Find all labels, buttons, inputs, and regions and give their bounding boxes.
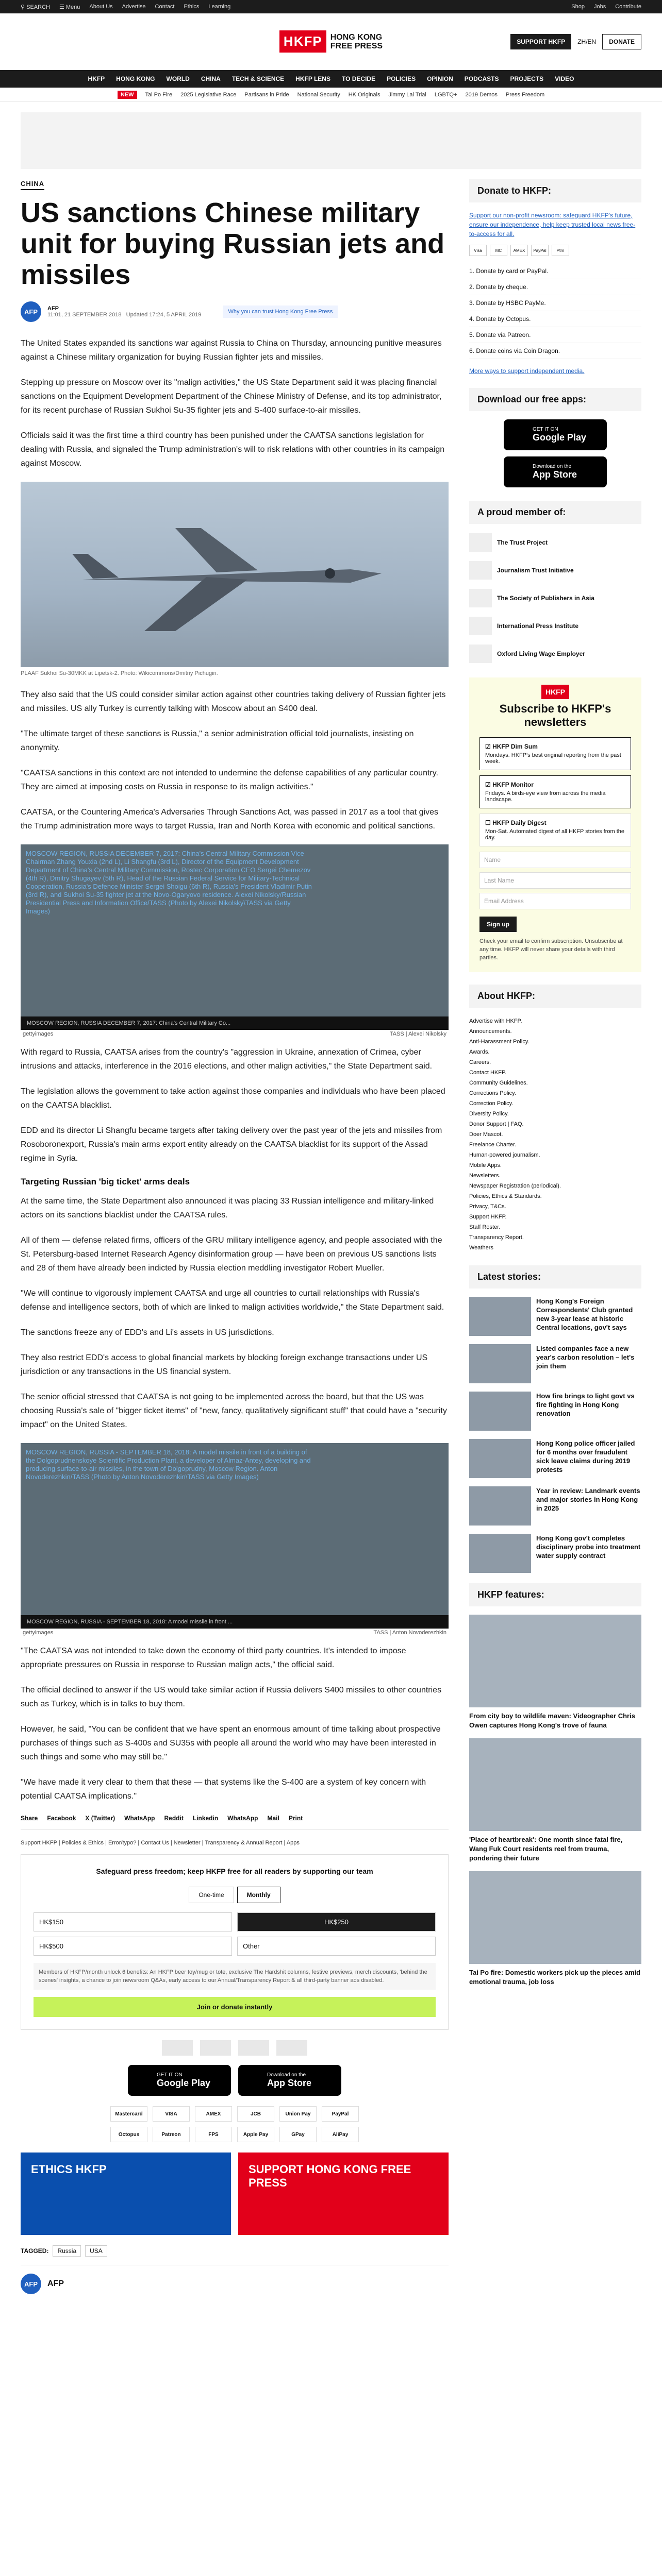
top-link-contribute[interactable]: Contribute: [615, 4, 641, 10]
one-time-tab[interactable]: One-time: [189, 1887, 234, 1903]
feature-image: [469, 1871, 641, 1964]
newsletter-note: Check your email to confirm subscription. Unsubscribe at any time. HKFP will never share your details with third parties.: [479, 938, 623, 961]
paragraph: With regard to Russia, CAATSA arises from the country's "aggression in Ukraine, annexation of Crimea, cyber intrusions and attacks, interference in the 2016 elections, and other malign activities," the State Department said.: [21, 1048, 433, 1071]
trend-link[interactable]: National Security: [297, 91, 340, 98]
author-avatar[interactable]: AFP: [21, 2274, 41, 2294]
ad-banner: [21, 112, 641, 169]
feature-story[interactable]: Tai Po fire: Domestic workers pick up the pieces amid emotional trauma, job loss: [469, 1871, 641, 1987]
trust-link[interactable]: Why you can trust Hong Kong Free Press: [223, 306, 338, 318]
getty-caption: MOSCOW REGION, RUSSIA DECEMBER 7, 2017: China's Central Military Commission Vice Chairman Zhang Youxia (2nd L), Li Shangfu (3rd L), Director of the Equipment Development Department of China's Central Military Commission, Rostec Corporation CEO Sergei Chemezov (4th R), Dmitry Shugayev (5th R), Head of the Russian Federal Service for Military-Technical Cooperation, Russia's Defence Minister Sergei Shoigu (6th R), Russia's President Vladimir Putin (3rd R), and Sukhoi Su-35 fighter jet at the Novo-Ogaryovo residence. Alexei Nikolsky/Russian Presidential Press and Information Office/TASS (Photo by Alexei Nikolsky\TASS via Getty Images): [26, 850, 312, 915]
about-link[interactable]: Awards.: [469, 1049, 490, 1055]
share-x[interactable]: X (Twitter): [85, 1815, 115, 1822]
last-name-field[interactable]: Last Name: [479, 872, 631, 889]
donate-widget: [21, 1854, 449, 2030]
feature-story[interactable]: From city boy to wildlife maven: Videographer Chris Owen captures Hong Kong's trove of fauna: [469, 1615, 641, 1730]
trust-badges: [21, 2040, 449, 2056]
new-badge: NEW: [118, 91, 137, 99]
member-logo[interactable]: Journalism Trust Initiative: [469, 560, 641, 581]
payment-icon[interactable]: AMEX: [195, 2106, 232, 2122]
trending-bar: [0, 88, 662, 102]
about-link[interactable]: Careers.: [469, 1059, 491, 1065]
member-heading: A proud member of:: [469, 501, 641, 524]
join-donate-button[interactable]: Join or donate instantly: [34, 1997, 436, 2017]
latest-story[interactable]: How fire brings to light govt vs fire fighting in Hong Kong renovation: [469, 1392, 641, 1431]
amount-option-selected[interactable]: HK$250: [237, 1912, 436, 1931]
getty-credit: TASS | Alexei Nikolsky: [389, 1031, 446, 1037]
about-link[interactable]: Weathers: [469, 1245, 493, 1251]
share-whatsapp[interactable]: WhatsApp: [124, 1815, 155, 1822]
about-link[interactable]: Anti-Harassment Policy.: [469, 1039, 529, 1045]
donate-option[interactable]: 4. Donate by Octopus.: [469, 311, 641, 327]
payment-icon[interactable]: GPay: [279, 2127, 317, 2142]
about-link[interactable]: Mobile Apps.: [469, 1162, 502, 1168]
nav-item[interactable]: HKFP: [88, 75, 105, 82]
article-title: US sanctions Chinese military unit for buying Russian jets and missiles: [21, 197, 445, 290]
more-ways-link[interactable]: More ways to support independent media.: [469, 367, 585, 375]
share-label: Share: [21, 1815, 38, 1822]
article-category[interactable]: CHINA: [21, 180, 44, 190]
payment-icon[interactable]: Mastercard: [110, 2106, 147, 2122]
app-store-button[interactable]: Download on the App Store: [504, 456, 607, 487]
about-list: [469, 1016, 641, 1253]
main-navigation: [0, 70, 662, 88]
trend-link[interactable]: 2019 Demos: [465, 91, 498, 98]
newsletter-logo: HKFP: [541, 685, 569, 699]
about-link[interactable]: Corrections Policy.: [469, 1090, 516, 1096]
tags: TAGGED: Russia USA: [21, 2245, 449, 2257]
sidebar: [469, 179, 641, 2302]
newsletter-option[interactable]: ☐ HKFP Daily Digest Mon-Sat. Automated digest of all HKFP stories from the day.: [479, 814, 631, 846]
nav-item[interactable]: WORLD: [166, 75, 190, 82]
paragraph: Officials said it was the first time a third country has been punished under the CAATSA sanctions legislation for dealing with Russia, and signaled the Trump administration's will to risk relations with other countries in its campaign against Moscow.: [21, 431, 445, 468]
about-link[interactable]: Contact HKFP.: [469, 1070, 506, 1076]
latest-story[interactable]: Hong Kong's Foreign Correspondents' Club granted new 3-year lease at historic Central locations, gov't says: [469, 1297, 641, 1336]
getty-credit: TASS | Anton Novoderezhkin: [373, 1630, 446, 1636]
about-link[interactable]: Privacy, T&Cs.: [469, 1204, 506, 1210]
paragraph: "We have made it very clear to them that these — that systems like the S-400 are a system of key concern with potential CAATSA implications.": [21, 1778, 426, 1801]
payment-icon[interactable]: FPS: [195, 2127, 232, 2142]
donate-intro-link[interactable]: Support our non-profit newsroom: safeguard HKFP's future, ensure our independence, help keep trusted local news free-to-access for all.: [469, 212, 636, 238]
ethics-promo[interactable]: ETHICS HKFP: [21, 2153, 231, 2235]
getty-caption-bar: MOSCOW REGION, RUSSIA - SEPTEMBER 18, 2018: A model missile in front ...: [21, 1615, 449, 1629]
support-promo[interactable]: SUPPORT HONG KONG FREE PRESS: [238, 2153, 449, 2235]
share-bar: [21, 1815, 449, 1829]
paragraph: "The ultimate target of these sanctions is Russia," a senior administration official told journalists, insisting on anonymity.: [21, 730, 414, 752]
latest-heading: Latest stories:: [469, 1265, 641, 1289]
paragraph: Stepping up pressure on Moscow over its "malign activities," the US State Department said it was placing financial sanctions on the Equipment Development Department of the Chinese Ministry of Defense, and its top administrator, for its recent purchase of Russian Sukhoi Su-35 fighter jets and S-400 surface-to-air missiles.: [21, 378, 442, 415]
trend-link[interactable]: Press Freedom: [505, 91, 545, 98]
member-logo[interactable]: The Trust Project: [469, 532, 641, 553]
payment-methods: [21, 2106, 449, 2142]
nav-item[interactable]: TO DECIDE: [341, 75, 376, 82]
google-play-button[interactable]: GET IT ON Google Play: [128, 2065, 231, 2096]
paragraph: They also restrict EDD's access to global financial markets by blocking foreign exchange transactions under US jurisdiction or any transactions in the US financial system.: [21, 1353, 428, 1376]
top-link-about[interactable]: About Us: [89, 4, 113, 10]
about-link[interactable]: Correction Policy.: [469, 1100, 514, 1107]
paragraph: All of them — defense related firms, officers of the GRU military intelligence agency, and people associated with the St. Petersburg-based Internet Research Agency disinformation group — have been on previous US sanctions lists and 28 of them have already been indicted by Russia election meddling investigator Robert Mueller.: [21, 1236, 442, 1273]
share-print[interactable]: Print: [288, 1815, 303, 1822]
membership-benefits: Members of HKFP/month unlock 6 benefits: An HKFP beer toy/mug or tote, exclusive The Hardshit columns, festive previews, merch discounts, 'behind the scenes' insights, a chance to join newsroom Q&As, early access to our Annual/Transparency Report & all third-party banner ads disabled.: [34, 1963, 436, 1990]
latest-story[interactable]: Listed companies face a new year's carbon resolution – let's join them: [469, 1344, 641, 1383]
feature-image: [469, 1615, 641, 1707]
about-heading: About HKFP:: [469, 985, 641, 1008]
signup-button[interactable]: Sign up: [479, 917, 517, 932]
amount-option[interactable]: HK$150: [34, 1912, 232, 1931]
site-header: [0, 13, 662, 70]
paragraph: They also said that the US could consider similar action against other countries taking delivery of Russian fighter jets and missiles. US ally Turkey is currently talking with Moscow about an S400 deal.: [21, 690, 446, 713]
paragraph: "The CAATSA was not intended to take down the economy of third party countries. It's intended to impose appropriate pressures on Russia in response to Russian malign acts," the official said.: [21, 1647, 406, 1669]
member-logo[interactable]: The Society of Publishers in Asia: [469, 588, 641, 608]
features-heading: HKFP features:: [469, 1583, 641, 1606]
payment-icon[interactable]: Patreon: [153, 2127, 190, 2142]
trend-link[interactable]: 2025 Legislative Race: [180, 91, 237, 98]
donate-button[interactable]: DONATE: [602, 34, 641, 49]
about-link[interactable]: Newsletters.: [469, 1173, 501, 1179]
paragraph: The sanctions freeze any of EDD's and Li's assets in US jurisdictions.: [21, 1328, 274, 1337]
latest-story[interactable]: Hong Kong gov't completes disciplinary probe into treatment water supply contract: [469, 1534, 641, 1573]
top-link-jobs[interactable]: Jobs: [593, 4, 606, 10]
support-links[interactable]: Support HKFP | Policies & Ethics | Error/typo? | Contact Us | Newsletter | Transparency & Annual Report | Apps: [21, 1840, 300, 1846]
about-link[interactable]: Diversity Policy.: [469, 1111, 509, 1117]
story-thumbnail: [469, 1486, 531, 1526]
getty-caption-bar: MOSCOW REGION, RUSSIA DECEMBER 7, 2017: China's Central Military Co...: [21, 1016, 449, 1030]
about-link[interactable]: Announcements.: [469, 1028, 512, 1035]
monthly-tab[interactable]: Monthly: [237, 1887, 280, 1903]
story-thumbnail: [469, 1344, 531, 1383]
about-link[interactable]: Support HKFP.: [469, 1214, 507, 1220]
newsletter-title: Subscribe to HKFP's newsletters: [499, 702, 611, 728]
getty-caption: MOSCOW REGION, RUSSIA - SEPTEMBER 18, 2018: A model missile in front of a building of the Dolgoprudnenskoye Scientific Production Plant, a developer of Almaz-Antey, developing and producing surface-to-air missiles, in the town of Dolgoprudny, Moscow Region. Anton Novoderezhkin/TASS (Photo by Anton Novoderezhkin\TASS via Getty Images): [26, 1448, 311, 1481]
about-link[interactable]: Community Guidelines.: [469, 1080, 528, 1086]
payment-icon[interactable]: AliPay: [322, 2127, 359, 2142]
story-thumbnail: [469, 1534, 531, 1573]
about-link[interactable]: Donor Support | FAQ.: [469, 1121, 524, 1127]
hkfp-logo[interactable]: HKFP HONG KONG FREE PRESS: [279, 30, 383, 53]
top-link-shop[interactable]: Shop: [571, 4, 585, 10]
top-link-advertise[interactable]: Advertise: [122, 4, 146, 10]
section-heading: Targeting Russian 'big ticket' arms deals: [21, 1177, 190, 1187]
author-avatar[interactable]: AFP: [21, 301, 41, 322]
nav-item[interactable]: HONG KONG: [116, 75, 155, 82]
top-utility-bar: [0, 0, 662, 13]
story-thumbnail: [469, 1297, 531, 1336]
payment-icon[interactable]: Union Pay: [279, 2106, 317, 2122]
photo-caption: PLAAF Sukhoi Su-30MKK at Lipetsk-2. Photo: Wikicommons/Dmitriy Pichugin.: [21, 670, 218, 676]
about-link[interactable]: Freelance Charter.: [469, 1142, 517, 1148]
about-link[interactable]: Staff Roster.: [469, 1224, 501, 1230]
name-field[interactable]: Name: [479, 852, 631, 868]
author-box: [21, 2265, 449, 2302]
tag[interactable]: Russia: [53, 2245, 81, 2257]
menu-link[interactable]: ☰ Menu: [59, 4, 80, 10]
language-switch[interactable]: ZH/EN: [577, 38, 597, 45]
feature-image: [469, 1738, 641, 1831]
donate-heading: Donate to HKFP:: [469, 179, 641, 202]
member-logo[interactable]: Oxford Living Wage Employer: [469, 643, 641, 664]
tag[interactable]: USA: [85, 2245, 107, 2257]
email-field[interactable]: Email Address: [479, 893, 631, 909]
member-logo[interactable]: International Press Institute: [469, 616, 641, 636]
donate-option[interactable]: 2. Donate by cheque.: [469, 279, 641, 295]
nav-item[interactable]: POLICIES: [387, 75, 416, 82]
newsletter-option-checked[interactable]: ☑ HKFP Monitor Fridays. A birds-eye view from across the media landscape.: [479, 775, 631, 808]
donate-options: [469, 263, 641, 359]
app-store-button[interactable]: Download on the App Store: [238, 2065, 341, 2096]
latest-story[interactable]: Year in review: Landmark events and major stories in Hong Kong in 2025: [469, 1486, 641, 1526]
paragraph: CAATSA, or the Countering America's Adversaries Through Sanctions Act, was passed in 2017 as a tool that gives the Trump administration more ways to target Russia, Iran and North Korea with economic and political sanctions.: [21, 808, 439, 831]
latest-story[interactable]: Hong Kong police officer jailed for 6 months over fraudulent sick leave claims during 2019 protests: [469, 1439, 641, 1478]
getty-logo[interactable]: gettyimages: [23, 1630, 54, 1636]
amount-option-other[interactable]: Other: [237, 1937, 436, 1956]
paragraph: The United States expanded its sanctions war against Russia to China on Thursday, announcing punitive measures against a Chinese military organization for buying Russian fighter jets and missiles.: [21, 339, 442, 362]
paragraph: EDD and its director Li Shangfu became targets after taking delivery over the past year of the jets and missiles from Rosoboronexport, Russia's main arms export entity already on the CAATSA blacklist for its support of the Assad regime in Syria.: [21, 1126, 442, 1163]
about-link[interactable]: Policies, Ethics & Standards.: [469, 1193, 542, 1199]
about-link[interactable]: Human-powered journalism.: [469, 1152, 540, 1158]
support-hkfp-button[interactable]: SUPPORT HKFP: [510, 34, 571, 49]
author-name[interactable]: AFP: [47, 2279, 64, 2288]
trend-link[interactable]: Partisans in Pride: [244, 91, 289, 98]
nav-item[interactable]: PROJECTS: [510, 75, 544, 82]
article: [21, 179, 449, 2302]
story-thumbnail: [469, 1392, 531, 1431]
nav-item[interactable]: VIDEO: [555, 75, 574, 82]
trend-link[interactable]: HK Originals: [348, 91, 380, 98]
trend-link[interactable]: Jimmy Lai Trial: [388, 91, 426, 98]
newsletter-widget: [469, 677, 641, 972]
fighter-jet-photo: [21, 482, 449, 667]
getty-logo[interactable]: gettyimages: [23, 1031, 54, 1037]
author-name[interactable]: AFP: [47, 306, 59, 312]
share-linkedin[interactable]: Linkedin: [192, 1815, 219, 1822]
nav-item[interactable]: TECH & SCIENCE: [231, 75, 285, 82]
share-reddit[interactable]: Reddit: [164, 1815, 184, 1822]
member-logos: [469, 532, 641, 664]
nav-item[interactable]: PODCASTS: [464, 75, 499, 82]
payment-icon[interactable]: Apple Pay: [237, 2127, 274, 2142]
payment-methods-small: Visa MC AMEX PayPal Ptrn: [469, 245, 641, 256]
top-link-learning[interactable]: Learning: [208, 4, 231, 10]
share-mail[interactable]: Mail: [267, 1815, 279, 1822]
top-link-contact[interactable]: Contact: [155, 4, 175, 10]
donate-title: Safeguard press freedom; keep HKFP free for all readers by supporting our team: [96, 1867, 373, 1875]
top-link-ethics[interactable]: Ethics: [184, 4, 200, 10]
payment-icon[interactable]: PayPal: [322, 2106, 359, 2122]
apps-heading: Download our free apps:: [469, 388, 641, 411]
about-link[interactable]: Advertise with HKFP.: [469, 1018, 522, 1024]
donate-option[interactable]: 3. Donate by HSBC PayMe.: [469, 295, 641, 311]
paragraph: The official declined to answer if the US would take similar action if Russia delivers S400 missiles to other countries such as Turkey, which is in talks to buy them.: [21, 1686, 442, 1708]
byline: [21, 301, 449, 322]
story-thumbnail: [469, 1439, 531, 1478]
paragraph: "We will continue to vigorously implement CAATSA and urge all countries to curtail relationships with Russia's defense and intelligence sectors, both of which are linked to malign activities worldwide," the State Department said.: [21, 1289, 444, 1312]
getty-embed-meeting[interactable]: [21, 844, 449, 1037]
newsletter-option-checked[interactable]: ☑ HKFP Dim Sum Mondays. HKFP's best original reporting from the past week.: [479, 737, 631, 770]
search-link[interactable]: ⚲ SEARCH: [21, 4, 50, 10]
paragraph: The senior official stressed that CAATSA is not going to be implemented across the board, but that the US was choosing Russia's sale of "bigger ticket items" of "new, fancy, qualitatively significant stuff" that could have a "security impact" on the United States.: [21, 1393, 447, 1429]
feature-story[interactable]: 'Place of heartbreak': One month since fatal fire, Wang Fuk Court residents reel from trauma, pondering their future: [469, 1738, 641, 1863]
getty-embed-missile[interactable]: [21, 1443, 449, 1636]
share-whatsapp-2[interactable]: WhatsApp: [227, 1815, 258, 1822]
paragraph: "CAATSA sanctions in this context are not intended to undermine the defense capabilities of any particular country. They are aimed at imposing costs on Russia in response to its malign activities.": [21, 769, 438, 791]
about-link[interactable]: Newspaper Registration (periodical).: [469, 1183, 561, 1189]
paragraph: However, he said, "You can be confident that we have spent an enormous amount of time talking about prospective purchases of things such as S-400s and SU35s with people all around the world who may have been interested in such things and some who may still be.": [21, 1725, 441, 1761]
donate-option[interactable]: 5. Donate via Patreon.: [469, 327, 641, 343]
paragraph: At the same time, the State Department also announced it was placing 33 Russian intelligence and military-linked actors on its sanctions blacklist under the CAATSA rules.: [21, 1197, 434, 1219]
payment-icon[interactable]: JCB: [237, 2106, 274, 2122]
about-link[interactable]: Doer Mascot.: [469, 1131, 503, 1138]
about-link[interactable]: Transparency Report.: [469, 1234, 524, 1241]
payment-icon[interactable]: VISA: [153, 2106, 190, 2122]
trend-link[interactable]: Tai Po Fire: [145, 91, 173, 98]
share-facebook[interactable]: Facebook: [47, 1815, 76, 1822]
trend-link[interactable]: LGBTQ+: [434, 91, 457, 98]
nav-item[interactable]: HKFP LENS: [295, 75, 330, 82]
google-play-button[interactable]: GET IT ON Google Play: [504, 419, 607, 450]
payment-icon[interactable]: Octopus: [110, 2127, 147, 2142]
donate-option[interactable]: 1. Donate by card or PayPal.: [469, 263, 641, 279]
publish-date: 11:01, 21 SEPTEMBER 2018: [47, 312, 122, 318]
nav-item[interactable]: OPINION: [427, 75, 453, 82]
updated-date: Updated 17:24, 5 APRIL 2019: [126, 312, 202, 318]
nav-item[interactable]: CHINA: [201, 75, 221, 82]
amount-option[interactable]: HK$500: [34, 1937, 232, 1956]
donate-option[interactable]: 6. Donate coins via Coin Dragon.: [469, 343, 641, 359]
paragraph: The legislation allows the government to take action against those companies and individuals who have been placed on the CAATSA blacklist.: [21, 1087, 445, 1110]
